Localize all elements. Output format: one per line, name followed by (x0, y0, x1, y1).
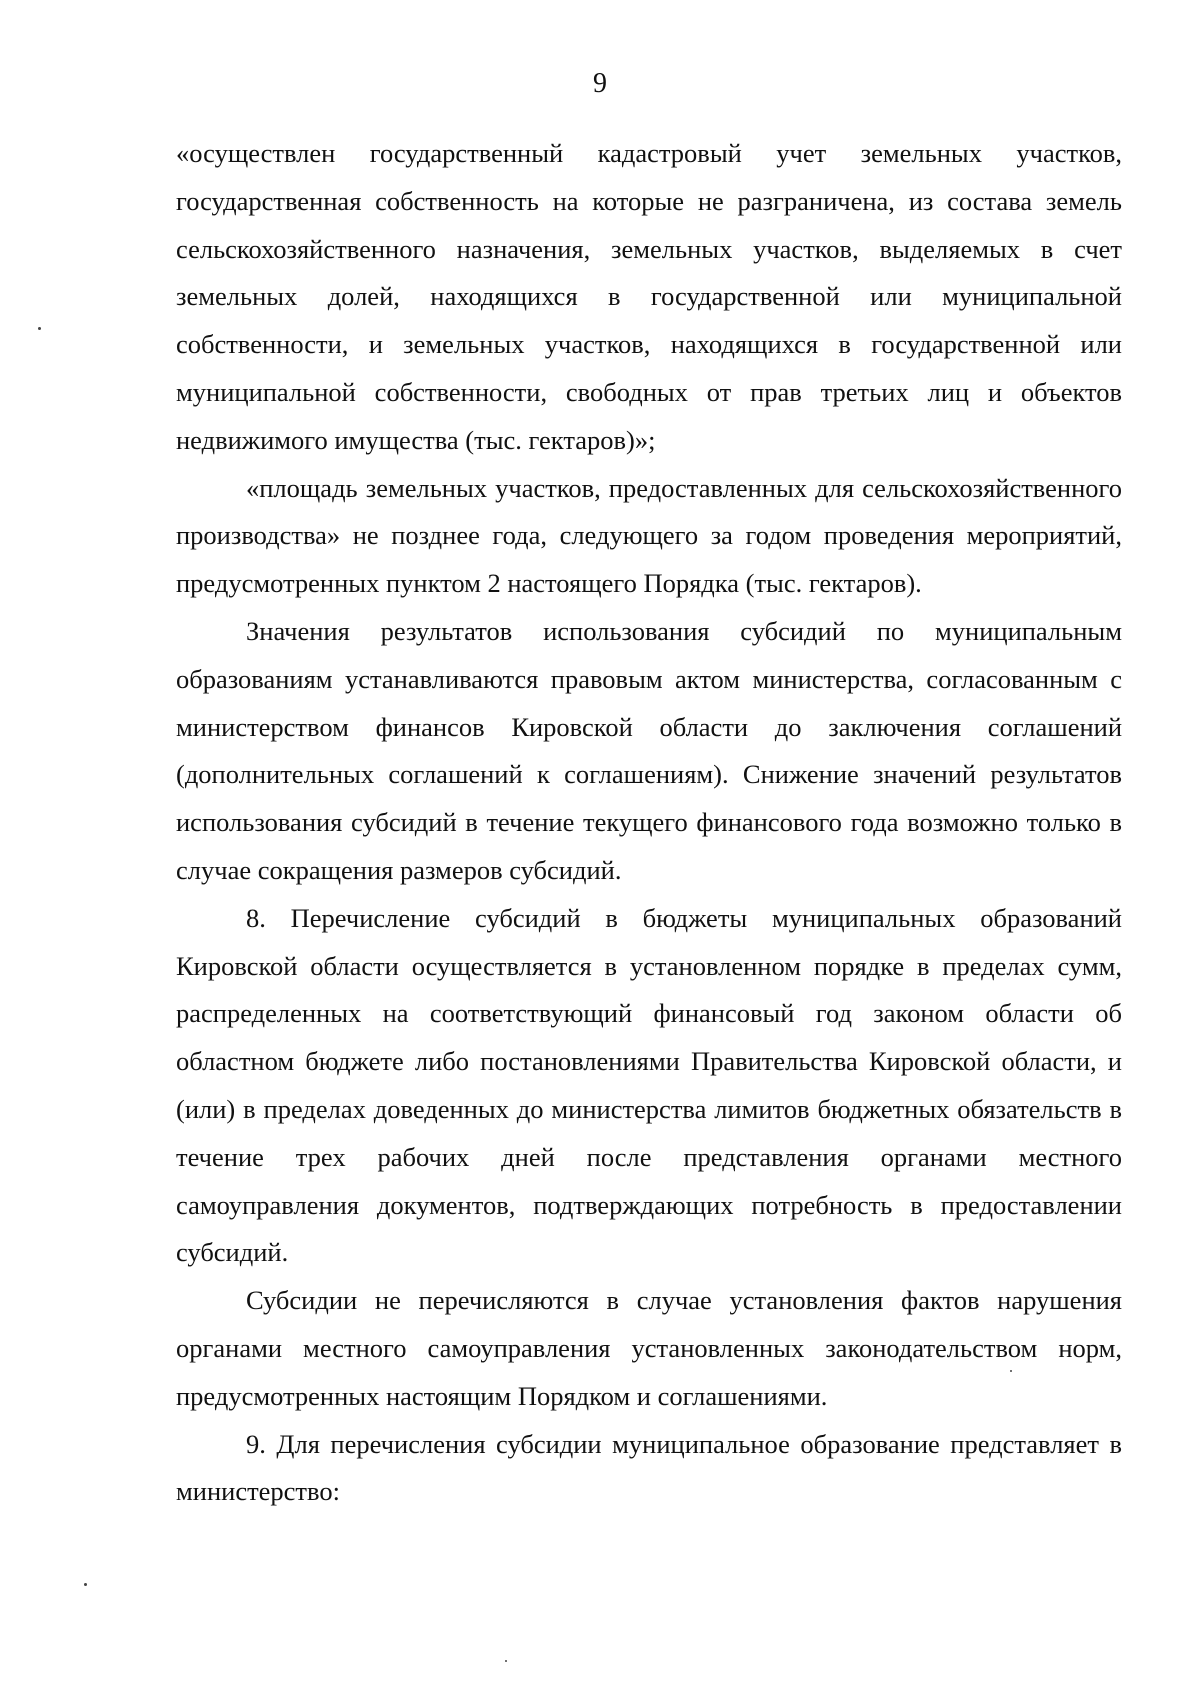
paragraph-land-area: «площадь земельных участков, предоставленных для сельскохозяйственного производства» не позднее года, следующего за годом проведения мероприятий, предусмотренных пунктом 2 настоящего Порядка (тыс. гектаров). (176, 472, 1122, 599)
scan-speck (38, 327, 41, 330)
paragraph-item-8-transfer: 8. Перечисление субсидий в бюджеты муниципальных образований Кировской области осуществляется в установленном порядке в пределах сумм, распределенных на соответствующий финансовый год законом области об областном бюджете либо постановлениями Правительства Кировской области, и (или) в пределах доведенных до министерства лимитов бюджетных обязательств в течение трех рабочих дней после представления органами местного самоуправления документов, подтверждающих потребность в предоставлении субсидий. (176, 902, 1122, 1268)
paragraph-no-transfer: Субсидии не перечисляются в случае установления фактов нарушения органами местного самоуправления установленных законодательством норм, предусмотренных настоящим Порядком и соглашениями. (176, 1285, 1122, 1411)
paragraph-subsidy-results: Значения результатов использования субсидий по муниципальным образованиям устанавливаются правовым актом министерства, согласованным с министерством финансов Кировской области до заключения соглашений (дополнительных соглашений к соглашениям). Снижение значений результатов использования субсидий в течение текущего финансового года возможно только в случае сокращения размеров субсидий. (176, 615, 1122, 885)
paragraph-item-9: 9. Для перечисления субсидии муниципальное образование представляет в министерство: (176, 1428, 1122, 1507)
document-body (176, 130, 1122, 1516)
scan-speck (505, 1660, 507, 1662)
scan-speck (84, 1583, 87, 1586)
scan-speck (1010, 1370, 1012, 1372)
page-number: 9 (593, 68, 607, 99)
paragraph-cadastral-registration: «осуществлен государственный кадастровый учет земельных участков, государственная собственность на которые не разграничена, из состава земель сельскохозяйственного назначения, земельных участков, выделяемых в счет земельных долей, находящихся в государственной или муниципальной собственности, и земельных участков, находящихся в государственной или муниципальной собственности, свободных от прав третьих лиц и объектов недвижимого имущества (тыс. гектаров)»; (176, 138, 1122, 455)
